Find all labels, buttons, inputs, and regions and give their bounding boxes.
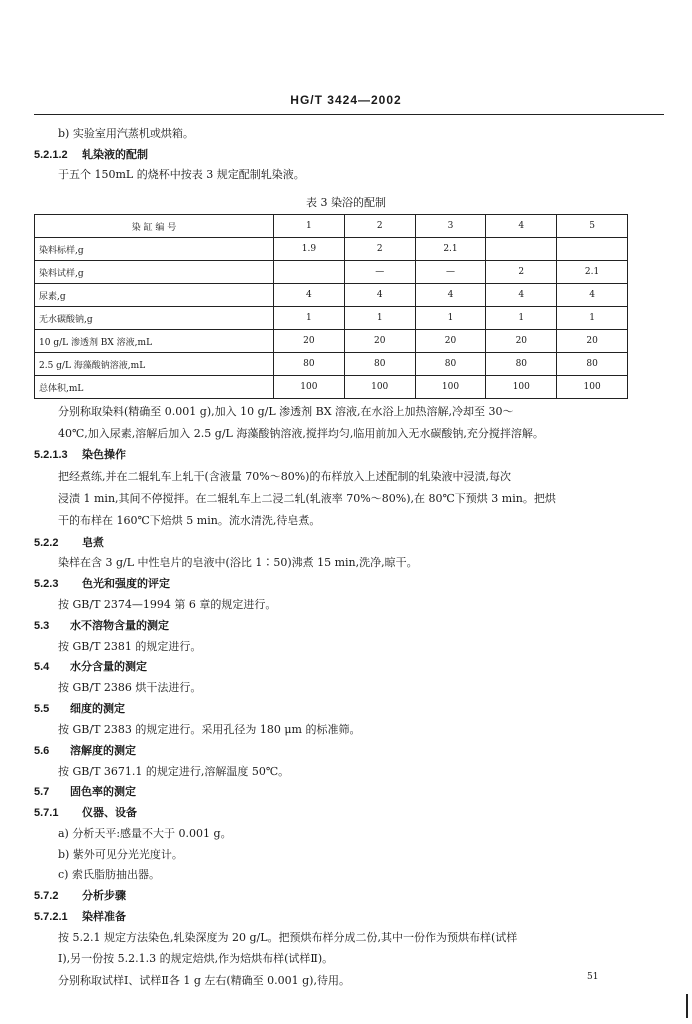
table-cell: 100 — [344, 376, 415, 399]
section-number: 5.2.1.2 — [34, 149, 68, 161]
table-cell: 4 — [486, 284, 557, 307]
table-cell: — — [344, 261, 415, 284]
paragraph-line: 按 GB/T 2386 烘干法进行。 — [58, 681, 202, 694]
table-cell: 1 — [486, 307, 557, 330]
table-cell: 80 — [274, 353, 345, 376]
section-number: 5.6 — [34, 745, 50, 757]
table-cell: 20 — [486, 330, 557, 353]
column-header-bath-2: 2 — [344, 215, 415, 238]
section-heading — [34, 744, 136, 758]
table-cell: 4 — [557, 284, 628, 307]
table-cell: 80 — [344, 353, 415, 376]
row-label: 染料试样,g — [35, 261, 274, 284]
section-heading — [34, 536, 104, 550]
paragraph-line: 分别称取染料(精确至 0.001 g),加入 10 g/L 渗透剂 BX 溶液,在水浴上加热溶解,冷却至 30～ — [58, 405, 514, 418]
column-header-bath-no: 染 缸 编 号 — [35, 215, 274, 238]
paragraph-line: 按 5.2.1 规定方法染色,轧染深度为 20 g/L。把预烘布样分成二份,其中一份作为预烘布样(试样 — [58, 931, 518, 944]
section-heading — [34, 785, 136, 799]
table-cell: 1 — [557, 307, 628, 330]
section-number: 5.2.2 — [34, 537, 59, 549]
section-number: 5.7.1 — [34, 807, 59, 819]
section-title: 轧染液的配制 — [82, 149, 148, 161]
table-row — [35, 376, 628, 399]
table-cell: 80 — [486, 353, 557, 376]
table-cell: 100 — [486, 376, 557, 399]
row-label: 无水碳酸钠,g — [35, 307, 274, 330]
table-caption: 表 3 染浴的配制 — [306, 196, 386, 209]
table-row — [35, 353, 628, 376]
table-cell: — — [415, 261, 486, 284]
paragraph-line: 按 GB/T 2383 的规定进行。采用孔径为 180 μm 的标准筛。 — [58, 723, 361, 736]
table-cell: 20 — [557, 330, 628, 353]
section-number: 5.7.2.1 — [34, 911, 68, 923]
standard-header: HG/T 3424—2002 — [290, 93, 402, 107]
header-rule — [34, 114, 664, 115]
table-row — [35, 307, 628, 330]
section-title: 水不溶物含量的测定 — [70, 620, 169, 632]
table-cell — [486, 238, 557, 261]
section-title: 皂煮 — [82, 537, 104, 549]
table-cell: 20 — [274, 330, 345, 353]
row-label: 总体积,mL — [35, 376, 274, 399]
paragraph-line: 把经煮练,并在二辊轧车上轧干(含液量 70%～80%)的布样放入上述配制的轧染液中浸渍,每次 — [58, 470, 511, 483]
section-heading — [34, 448, 126, 462]
section-heading — [34, 619, 169, 633]
scan-edge-mark — [686, 994, 688, 1018]
section-heading — [34, 148, 148, 162]
section-title: 细度的测定 — [70, 703, 125, 715]
section-title: 溶解度的测定 — [70, 745, 136, 757]
paragraph-line: a) 分析天平:感量不大于 0.001 g。 — [58, 827, 232, 840]
table-cell: 100 — [274, 376, 345, 399]
paragraph-line: b) 紫外可见分光光度计。 — [58, 848, 183, 861]
paragraph-line: 按 GB/T 3671.1 的规定进行,溶解温度 50℃。 — [58, 765, 290, 778]
column-header-bath-4: 4 — [486, 215, 557, 238]
table-cell: 80 — [557, 353, 628, 376]
table-cell: 2 — [486, 261, 557, 284]
table-cell: 100 — [415, 376, 486, 399]
table-row — [35, 261, 628, 284]
section-number: 5.7.2 — [34, 890, 59, 902]
table-header-row — [35, 215, 628, 238]
paragraph-line: 按 GB/T 2381 的规定进行。 — [58, 640, 202, 653]
section-heading — [34, 577, 170, 591]
column-header-bath-5: 5 — [557, 215, 628, 238]
paragraph-line: c) 索氏脂肪抽出器。 — [58, 868, 160, 881]
table-row — [35, 284, 628, 307]
paragraph-line: 分别称取试样Ⅰ、试样Ⅱ各 1 g 左右(精确至 0.001 g),待用。 — [58, 974, 350, 987]
table-cell: 2 — [344, 238, 415, 261]
column-header-bath-1: 1 — [274, 215, 345, 238]
section-title: 水分含量的测定 — [70, 661, 147, 673]
page-number: 51 — [587, 972, 599, 982]
table-row — [35, 238, 628, 261]
section-heading — [34, 660, 147, 674]
table-cell: 2.1 — [415, 238, 486, 261]
paragraph-line: 染样在含 3 g/L 中性皂片的皂液中(浴比 1∶50)沸煮 15 min,洗净,晾干。 — [58, 556, 418, 569]
table-cell: 4 — [274, 284, 345, 307]
paragraph-line: 40℃,加入尿素,溶解后加入 2.5 g/L 海藻酸钠溶液,搅拌均匀,临用前加入无水碳酸钠,充分搅拌溶解。 — [58, 427, 544, 440]
section-title: 染色操作 — [82, 449, 126, 461]
section-title: 色光和强度的评定 — [82, 578, 170, 590]
table-cell: 20 — [344, 330, 415, 353]
row-label: 10 g/L 渗透剂 BX 溶液,mL — [35, 330, 274, 353]
table-cell: 80 — [415, 353, 486, 376]
paragraph-line: b) 实验室用汽蒸机或烘箱。 — [58, 127, 194, 140]
section-title: 仪器、设备 — [82, 807, 137, 819]
table-cell: 2.1 — [557, 261, 628, 284]
section-title: 分析步骤 — [82, 890, 126, 902]
table-cell: 4 — [344, 284, 415, 307]
row-label: 尿素,g — [35, 284, 274, 307]
table-cell: 1.9 — [274, 238, 345, 261]
section-heading — [34, 910, 126, 924]
paragraph-line: 干的布样在 160℃下焙烘 5 min。流水清洗,待皂煮。 — [58, 514, 321, 527]
paragraph-line: 于五个 150mL 的烧杯中按表 3 规定配制轧染液。 — [58, 168, 305, 181]
table-cell: 20 — [415, 330, 486, 353]
column-header-bath-3: 3 — [415, 215, 486, 238]
section-number: 5.7 — [34, 786, 50, 798]
table-row — [35, 330, 628, 353]
section-number: 5.3 — [34, 620, 50, 632]
table-cell: 1 — [415, 307, 486, 330]
table-cell: 100 — [557, 376, 628, 399]
section-title: 染样准备 — [82, 911, 126, 923]
section-heading — [34, 889, 126, 903]
table-cell: 1 — [344, 307, 415, 330]
section-number: 5.2.1.3 — [34, 449, 68, 461]
section-number: 5.2.3 — [34, 578, 59, 590]
paragraph-line: Ⅰ),另一份按 5.2.1.3 的规定焙烘,作为焙烘布样(试样Ⅱ)。 — [58, 952, 334, 965]
paragraph-line: 按 GB/T 2374—1994 第 6 章的规定进行。 — [58, 598, 277, 611]
section-heading — [34, 702, 125, 716]
row-label: 染料标样,g — [35, 238, 274, 261]
dye-bath-table — [34, 214, 628, 399]
section-title: 固色率的测定 — [70, 786, 136, 798]
table-cell — [557, 238, 628, 261]
section-number: 5.5 — [34, 703, 50, 715]
section-heading — [34, 806, 137, 820]
paragraph-line: 浸渍 1 min,其间不停搅拌。在二辊轧车上二浸二轧(轧液率 70%～80%),在 80℃下预烘 3 min。把烘 — [58, 492, 556, 505]
section-number: 5.4 — [34, 661, 50, 673]
table-cell: 1 — [274, 307, 345, 330]
table-cell — [274, 261, 345, 284]
table-cell: 4 — [415, 284, 486, 307]
row-label: 2.5 g/L 海藻酸钠溶液,mL — [35, 353, 274, 376]
